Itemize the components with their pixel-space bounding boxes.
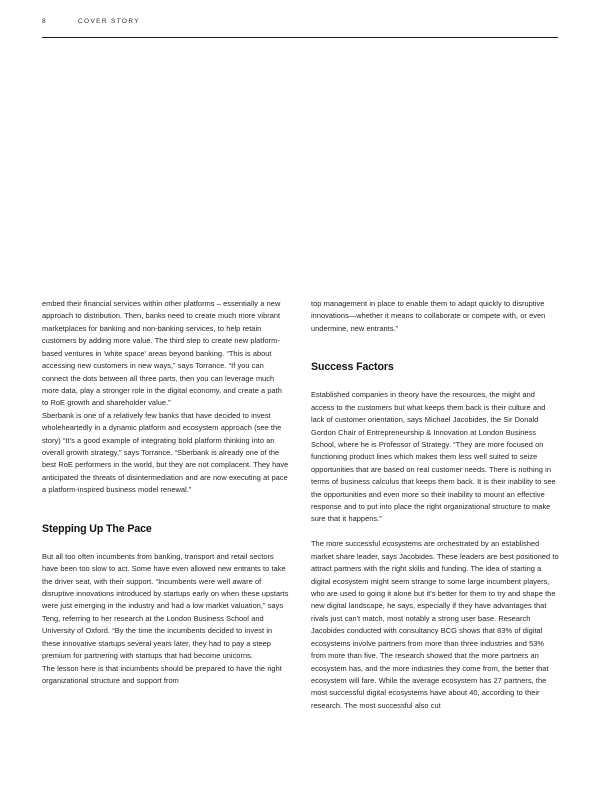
body-columns bbox=[42, 298, 558, 712]
paragraph: Established companies in theory have the resources, the might and access to the customers but what keeps them back is their culture and lack of customer orientation, says Michael Jacobides, the Sir Donald Gordon Chair of Entrepreneurship & Innovation at London Business School, where he is Professor of Strategy. “They are more focused on functioning product lines which makes them less well suited to seize opportunities that are based on real customer needs. There is nothing in terms of business calculus that keeps them back. It is their inability to see the opportunities and even more so their inability to mount an effective response and to put into place the right organizational structure to make sure that it happens.” bbox=[311, 390, 556, 524]
paragraph: The more successful ecosystems are orchestrated by an established market share leader, says Jacobides. These leaders are best positioned to attract partners with the right skills and funding. The idea of starting a digital ecosystem might seem strange to some large incumbent players, who are used to going it alone but it's better for them to try and shape the new digital landscape, he says, especially if they have advantages that rivals just can't match, most notably a strong user base. Research Jacobides conducted with consultancy BCG shows that 83% of digital ecosystems involve partners from more than three industries and 53% from more than five. The research showed that the more partners an ecosystem has, and the more industries they come from, the better that ecosystem will fare. While the average ecosystem has 27 partners, the most successful digital ecosystems have about 40, according to their research. The most successful also cut bbox=[311, 539, 559, 710]
running-head bbox=[42, 18, 558, 32]
right-column bbox=[311, 298, 559, 712]
left-column bbox=[42, 298, 290, 712]
paragraph: embed their financial services within other platforms – essentially a new approach to distribution. Then, banks need to create much more vibrant marketplaces for banking and non-banking services, to help retain customers by adding more value. The third step to create new platform-based ventures in 'white space' areas beyond banking. “This is about accessing new customers in new ways,” says Torrance. “If you can connect the dots between all three parts, then you can leverage much more data, play a stronger role in the digital economy, and create a path to RoE growth and shareholder value.” bbox=[42, 299, 282, 408]
paragraph: Sberbank is one of a relatively few banks that have decided to invest wholeheartedly in a dynamic platform and ecosystem approach (see the story) “It's a good example of integrating bold platform thinking into an overall growth strategy,” says Torrance. “Sberbank is already one of the best RoE performers in the world, but they are not complacent. They have anticipated the threats of disintermediation and are now executing at pace a platform-inspired business model renewal.” bbox=[42, 410, 289, 495]
section-label: COVER STORY bbox=[78, 18, 140, 25]
paragraph: But all too often incumbents from banking, transport and retail sectors have been too slow to act. Some have even allowed new entrants to take the driver seat, with their support. “Incumbents were well aware of disruptive innovations introduced by startups early on when these upstarts were just emerging in the industry and had a low market valuation,” says Teng, referring to her research at the London Business School and University of Oxford. “By the time the incumbents decided to invest in these innovative startups several years later, they had to pay a steep premium for partnering with startups that had become unicorns. bbox=[42, 551, 289, 661]
subheading-stepping-up-the-pace: Stepping Up The Pace bbox=[42, 522, 152, 535]
header-divider bbox=[42, 37, 558, 38]
paragraph: The lesson here is that incumbents should be prepared to have the right organizational structure and support from bbox=[42, 663, 282, 685]
page-number: 8 bbox=[42, 18, 47, 25]
subheading-success-factors: Success Factors bbox=[311, 361, 394, 374]
paragraph: top management in place to enable them to adapt quickly to disruptive innovations—whether it means to collaborate or compete with, or even undermine, new entrants.” bbox=[311, 299, 546, 333]
